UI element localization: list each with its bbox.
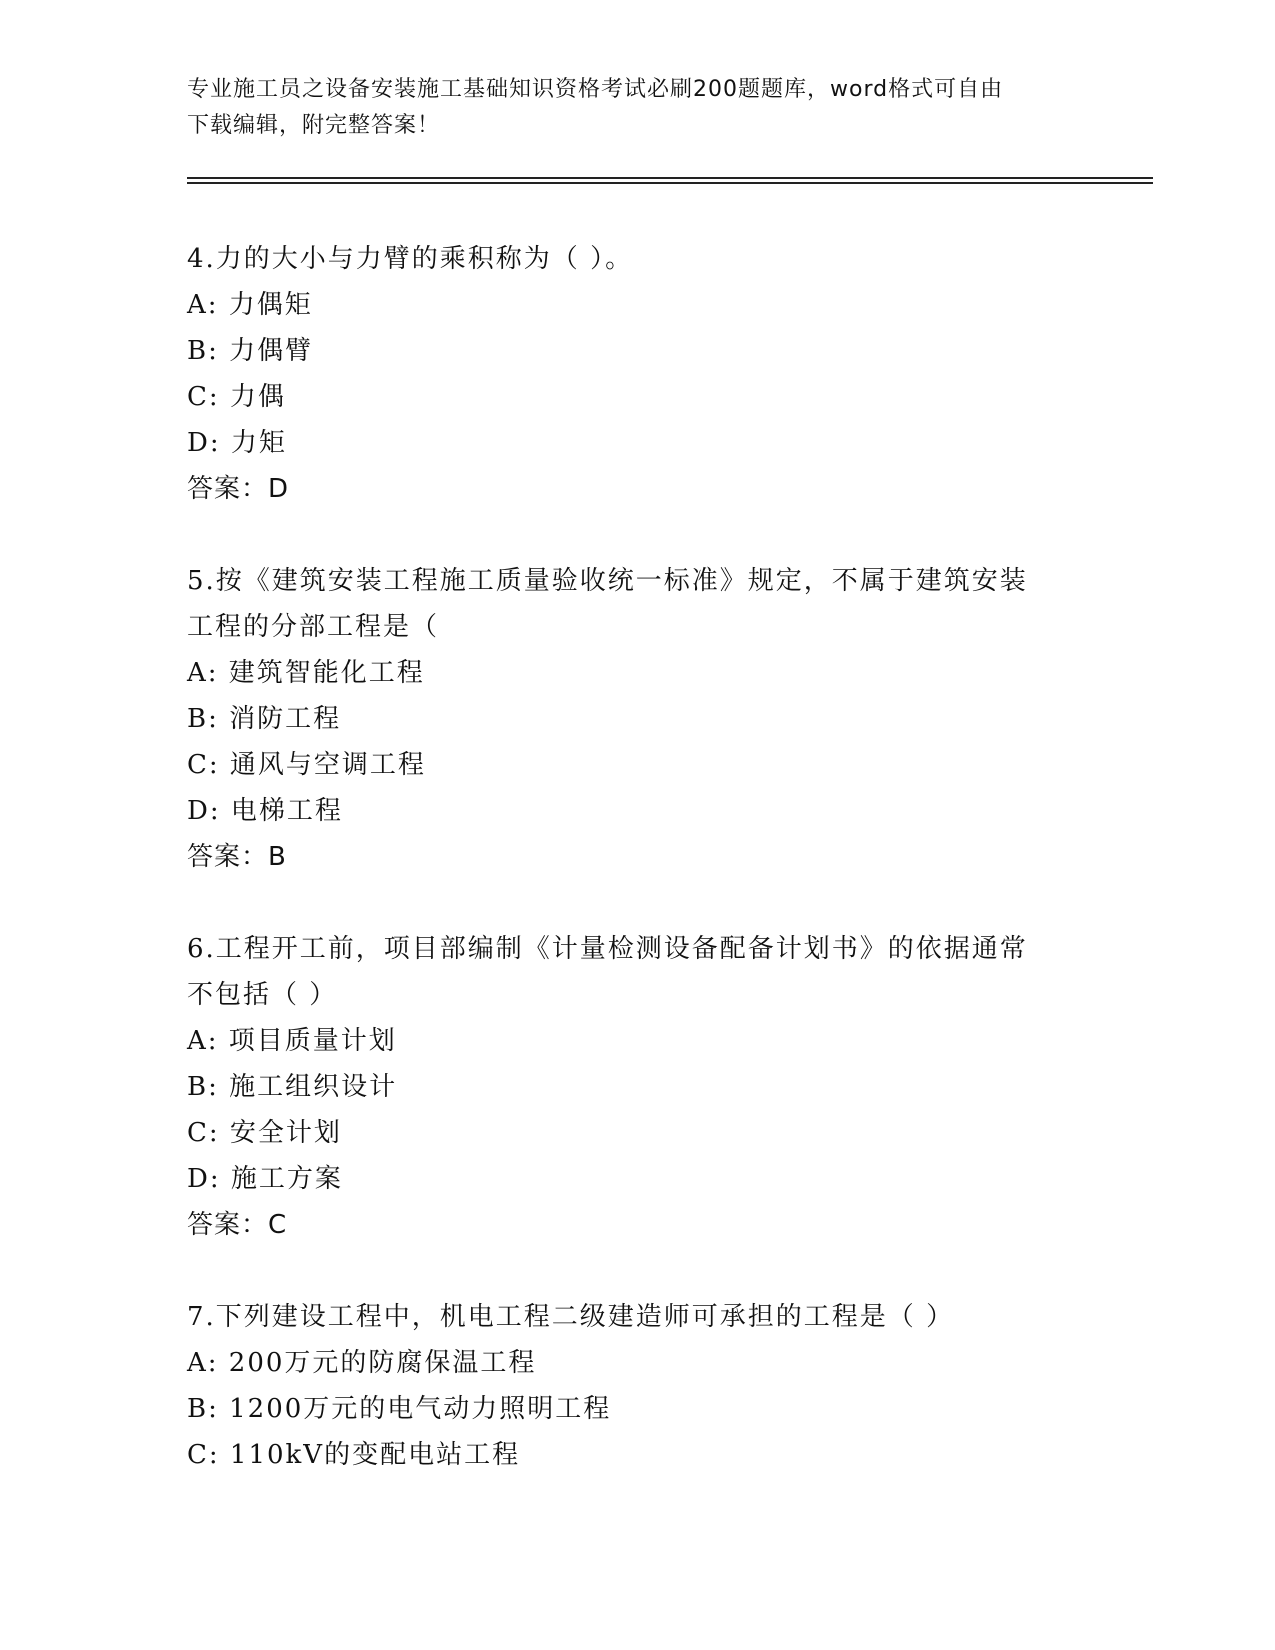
option-d: D: 施工方案	[187, 1164, 343, 1194]
question-stem: 4.力的大小与力臂的乘积称为（ ）。	[187, 244, 634, 274]
header-line-2: 下载编辑，附完整答案！	[187, 113, 441, 138]
header-divider-bottom	[187, 182, 1153, 184]
question-stem: 6.工程开工前，项目部编制《计量检测设备配备计划书》的依据通常	[187, 934, 1028, 964]
question-stem: 5.按《建筑安装工程施工质量验收统一标准》规定，不属于建筑安装	[187, 566, 1028, 596]
question-stem: 7.下列建设工程中，机电工程二级建造师可承担的工程是（ ）	[187, 1302, 955, 1332]
option-b: B: 施工组织设计	[187, 1072, 398, 1102]
option-a: A: 建筑智能化工程	[187, 658, 425, 688]
option-c: C: 力偶	[187, 382, 286, 412]
option-b: B: 消防工程	[187, 704, 342, 734]
option-c: C: 110kV的变配电站工程	[187, 1440, 521, 1470]
answer: 答案：C	[187, 1210, 288, 1240]
option-a: A: 力偶矩	[187, 290, 313, 320]
option-c: C: 通风与空调工程	[187, 750, 426, 780]
question-6	[187, 926, 1087, 1248]
question-stem-continued: 不包括（ ）	[187, 980, 338, 1010]
option-d: D: 电梯工程	[187, 796, 343, 826]
document-header	[187, 72, 1087, 144]
option-c: C: 安全计划	[187, 1118, 342, 1148]
answer: 答案：D	[187, 474, 290, 504]
question-list	[187, 236, 1087, 1524]
header-line-1: 专业施工员之设备安装施工基础知识资格考试必刷200题题库，word格式可自由	[187, 77, 1004, 102]
option-a: A: 项目质量计划	[187, 1026, 397, 1056]
header-divider-top	[187, 177, 1153, 179]
option-a: A: 200万元的防腐保温工程	[187, 1348, 537, 1378]
question-4	[187, 236, 1087, 512]
question-5	[187, 558, 1087, 880]
question-stem-continued: 工程的分部工程是（	[187, 612, 440, 642]
option-b: B: 1200万元的电气动力照明工程	[187, 1394, 612, 1424]
option-d: D: 力矩	[187, 428, 287, 458]
option-b: B: 力偶臂	[187, 336, 314, 366]
question-7	[187, 1294, 1087, 1478]
answer: 答案：B	[187, 842, 287, 872]
